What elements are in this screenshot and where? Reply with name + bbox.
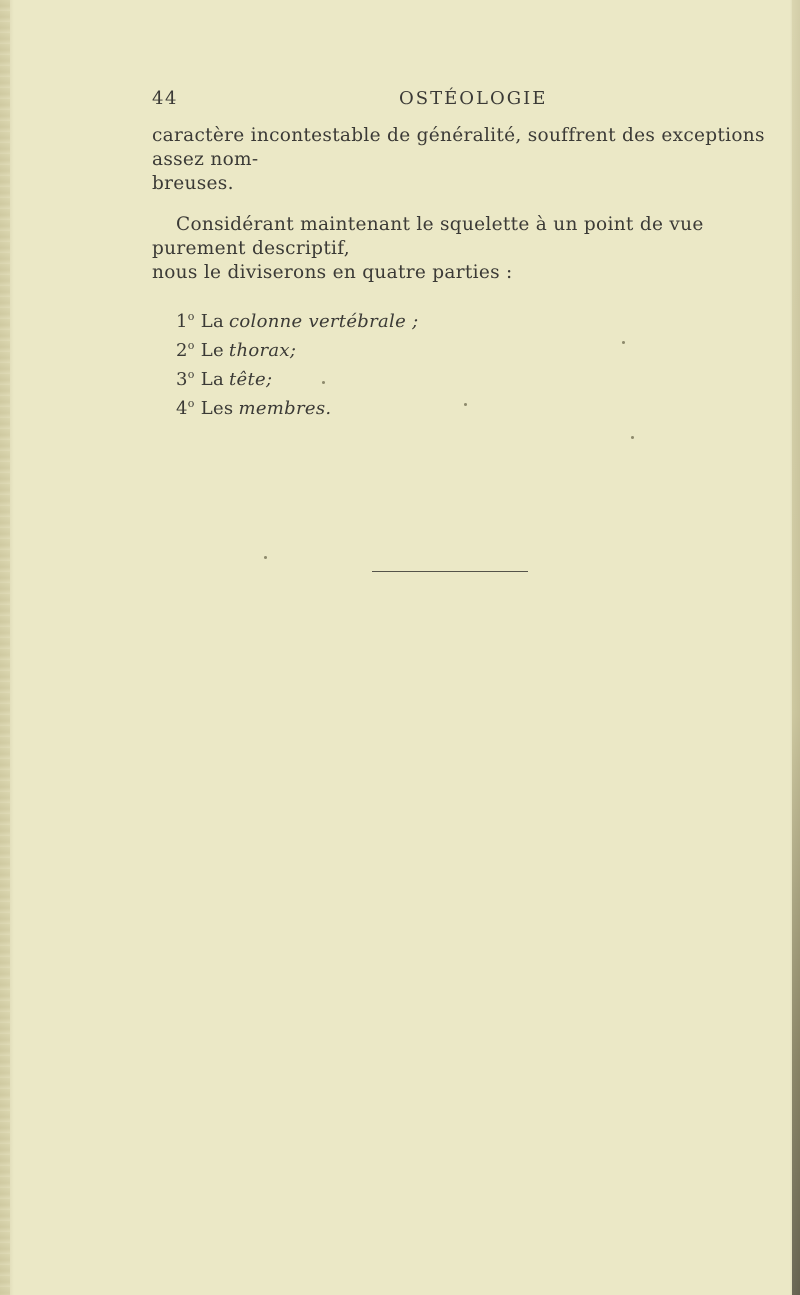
list-item-article: Les [200,398,234,419]
list-item [176,305,792,334]
list-item-term: thorax; [228,340,297,361]
section-end-rule [372,571,528,572]
paper-speck [264,556,267,559]
paragraph-1-line-1: caractère incontestable de généralité, souffrent des exceptions assez nom- [152,125,765,170]
page-right-edge [792,0,800,1295]
body-text [152,124,792,421]
list-item-article: La [200,311,224,332]
paragraph-2 [152,213,792,285]
list-item [176,334,792,363]
list-item-article: Le [200,340,224,361]
list-item-term: membres. [238,398,332,419]
list-item [176,363,792,392]
page-number: 44 [152,88,178,109]
paper-speck [631,436,634,439]
paper-speck [464,403,467,406]
running-title: OSTÉOLOGIE [399,88,548,109]
list-item-number: 4$^o$ [176,397,195,419]
list-item-number: 2$^o$ [176,339,195,361]
paragraph-1 [152,124,792,196]
list-item-number: 1$^o$ [176,310,195,332]
skeleton-parts-list [176,305,792,421]
paragraph-2-line-1: Considérant maintenant le squelette à un point de vue purement descriptif, [152,214,704,259]
list-item-term: tête; [229,369,273,390]
page-left-edge [0,0,10,1295]
page-header [152,88,792,114]
list-item [176,392,792,421]
list-item-article: La [200,369,224,390]
paragraph-2-line-2: nous le diviserons en quatre parties : [152,262,513,283]
paper-speck [622,341,625,344]
list-item-number: 3$^o$ [176,368,195,390]
paragraph-1-line-2: breuses. [152,173,234,194]
paper-speck [322,381,325,384]
list-item-term: colonne vertébrale ; [229,311,419,332]
